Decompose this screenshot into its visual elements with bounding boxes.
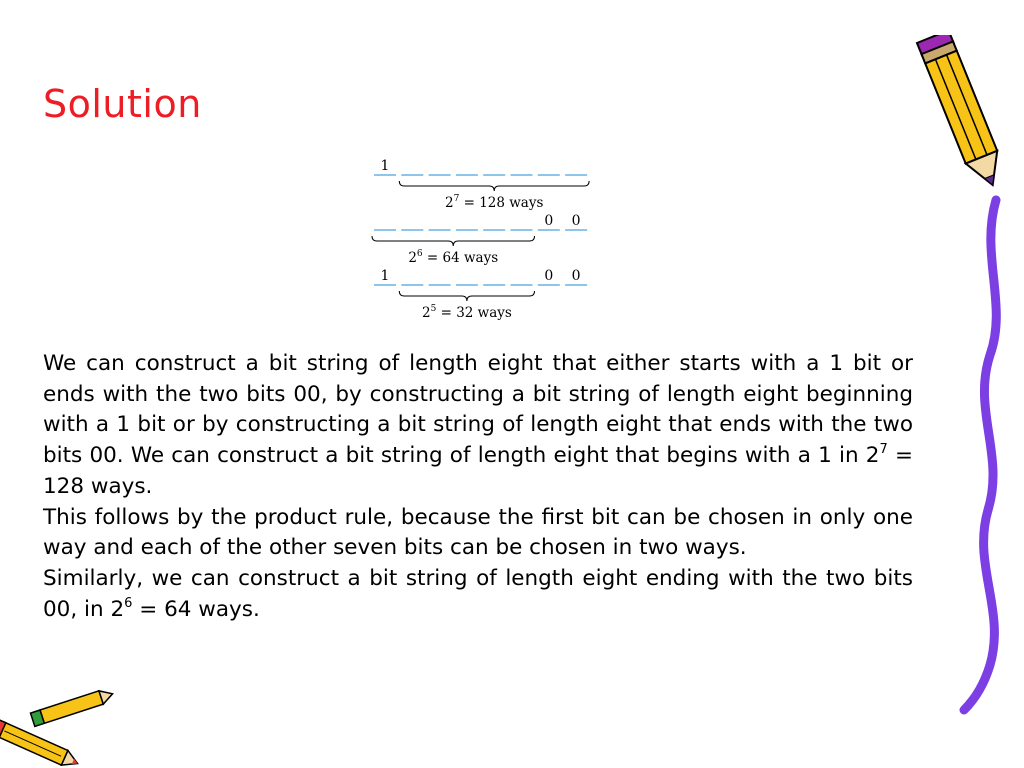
page-title: Solution <box>43 82 202 126</box>
paragraph-3-text: Similarly, we can construct a bit string of length eight ending with the two bits 00, in 2 <box>43 565 913 622</box>
paragraph-1-exponent: 7 <box>879 442 888 458</box>
paragraph-1-text: We can construct a bit string of length eight that either starts with a 1 bit or ends with the two bits 00, by constructing a bit string of length eight beginning with a 1 bit or by constructing a bit string of length eight that ends with the two bits 00. We can construct a bit string of length eight that begins with a 1 in 2 <box>43 351 913 469</box>
decorative-wave <box>950 195 1010 715</box>
count-caption: $2^6 = 64$ ways <box>408 249 499 266</box>
brace <box>399 181 589 191</box>
explanation-text <box>43 349 913 625</box>
paragraph-1-end: = 128 ways. <box>43 443 913 499</box>
bit-digit: 0 <box>571 268 581 284</box>
crayons-icon <box>0 690 115 768</box>
count-caption: $2^5 = 32$ ways <box>421 304 512 321</box>
paragraph-2: This follows by the product rule, because the first bit can be chosen in only one way and each of the other seven bits can be chosen in two ways. <box>43 504 913 561</box>
bit-digit: 1 <box>380 158 390 174</box>
paragraph-3-end: = 64 ways. <box>132 596 260 622</box>
diagram-svg <box>360 150 600 330</box>
bit-digit: 0 <box>544 268 554 284</box>
brace <box>372 236 535 246</box>
bit-digit: 0 <box>544 213 554 229</box>
pencil-icon <box>905 35 1015 200</box>
bit-digit: 1 <box>380 268 390 284</box>
paragraph-1 <box>43 349 913 503</box>
paragraph-3 <box>43 564 913 625</box>
paragraph-3-exponent: 6 <box>124 595 133 611</box>
bit-digit: 0 <box>571 213 581 229</box>
brace <box>399 291 534 301</box>
bit-string-diagram <box>360 150 600 330</box>
count-caption: $2^7 = 128$ ways <box>444 194 544 211</box>
